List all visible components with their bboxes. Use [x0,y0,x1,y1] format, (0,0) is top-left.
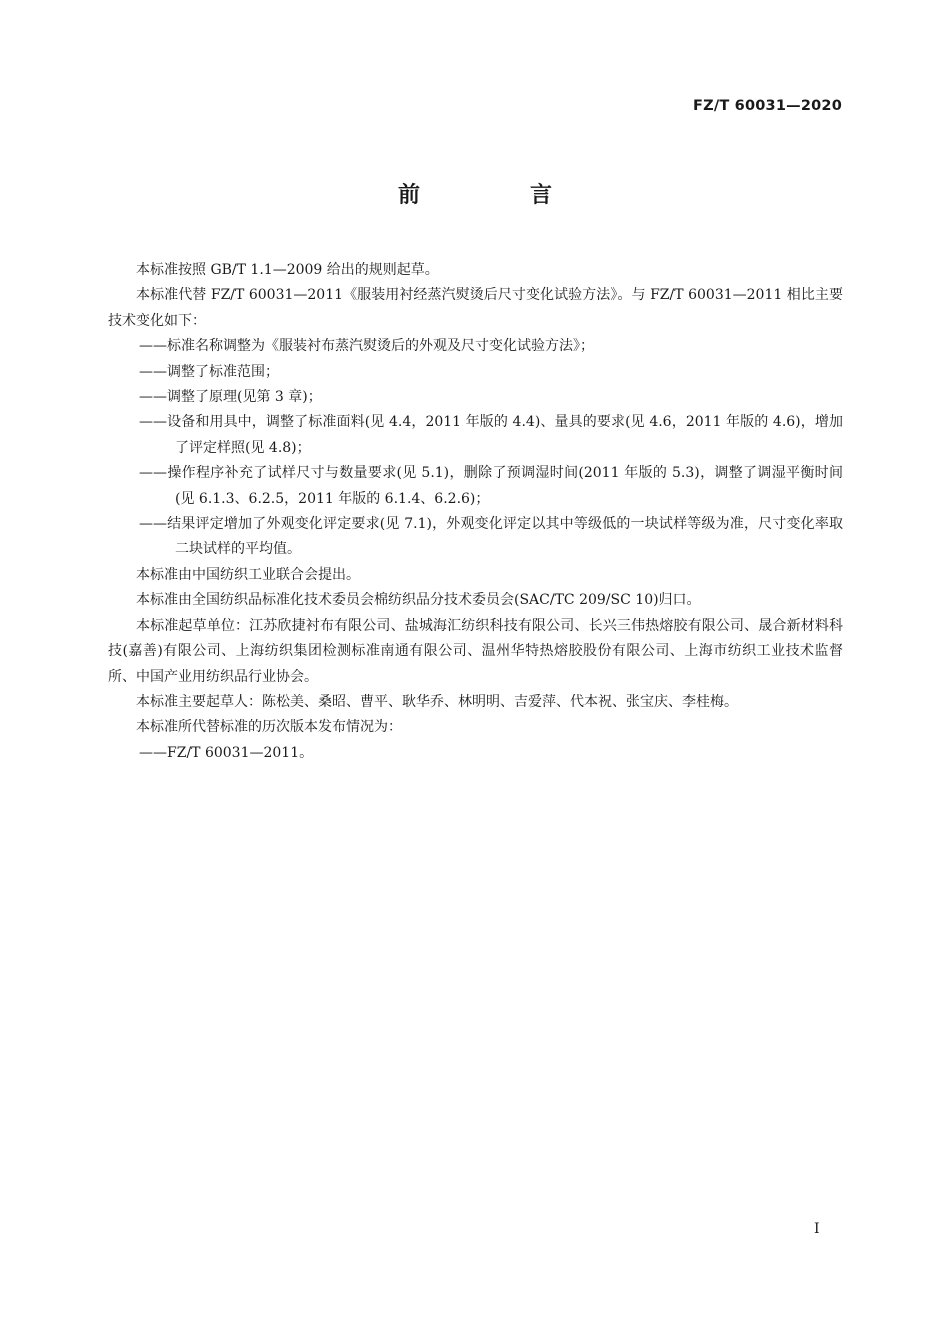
foreword-body [108,258,843,766]
change-item-title: ——标准名称调整为《服装衬布蒸汽熨烫后的外观及尺寸变化试验方法》； [139,338,594,355]
paragraph-drafting-units: 本标准起草单位：江苏欣捷衬布有限公司、盐城海汇纺织科技有限公司、长兴三伟热熔胶有限公司、晟合新材料科技(嘉善)有限公司、上海纺织集团检测标准南通有限公司、温州华特热熔胶股份有限公司、上海市纺织工业技术监督所、中国产业用纺织品行业协会。 [108,617,843,685]
standard-code: FZ/T 60031—2020 [693,98,842,114]
paragraph-under-jurisdiction: 本标准由全国纺织品标准化技术委员会棉纺织品分技术委员会(SAC/TC 209/SC 10)归口。 [136,592,701,609]
page-number: I [814,1221,820,1237]
page-title: 前 言 [397,183,596,208]
change-item-scope: ——调整了标准范围； [139,363,279,380]
paragraph-version-history: 本标准所代替标准的历次版本发布情况为： [136,719,402,736]
change-item-principle: ——调整了原理(见第 3 章)； [139,389,322,406]
paragraph-drafting-rules: 本标准按照 GB/T 1.1—2009 给出的规则起草。 [136,262,439,278]
change-item-procedure: ——操作程序补充了试样尺寸与数量要求(见 5.1)，删除了预调湿时间(2011 年版的 5.3)，调整了调湿平衡时间(见 6.1.3、6.2.5，2011 年版的 6.1.4、6.2.6)； [139,465,843,507]
paragraph-replaces: 本标准代替 FZ/T 60031—2011《服装用衬经蒸汽熨烫后尺寸变化试验方法》。与 FZ/T 60031—2011 相比主要技术变化如下： [108,287,843,329]
paragraph-drafters: 本标准主要起草人：陈松美、桑昭、曹平、耿华乔、林明明、吉爱萍、代本祝、张宝庆、李桂梅。 [136,693,738,710]
change-item-apparatus: ——设备和用具中，调整了标准面料(见 4.4，2011 年版的 4.4)、量具的要求(见 4.6，2011 年版的 4.6)，增加了评定样照(见 4.8)； [139,414,843,456]
version-history-item: ——FZ/T 60031—2011。 [139,744,314,761]
change-item-evaluation: ——结果评定增加了外观变化评定要求(见 7.1)，外观变化评定以其中等级低的一块试样等级为准，尺寸变化率取二块试样的平均值。 [139,516,843,558]
paragraph-proposed-by: 本标准由中国纺织工业联合会提出。 [136,566,360,583]
